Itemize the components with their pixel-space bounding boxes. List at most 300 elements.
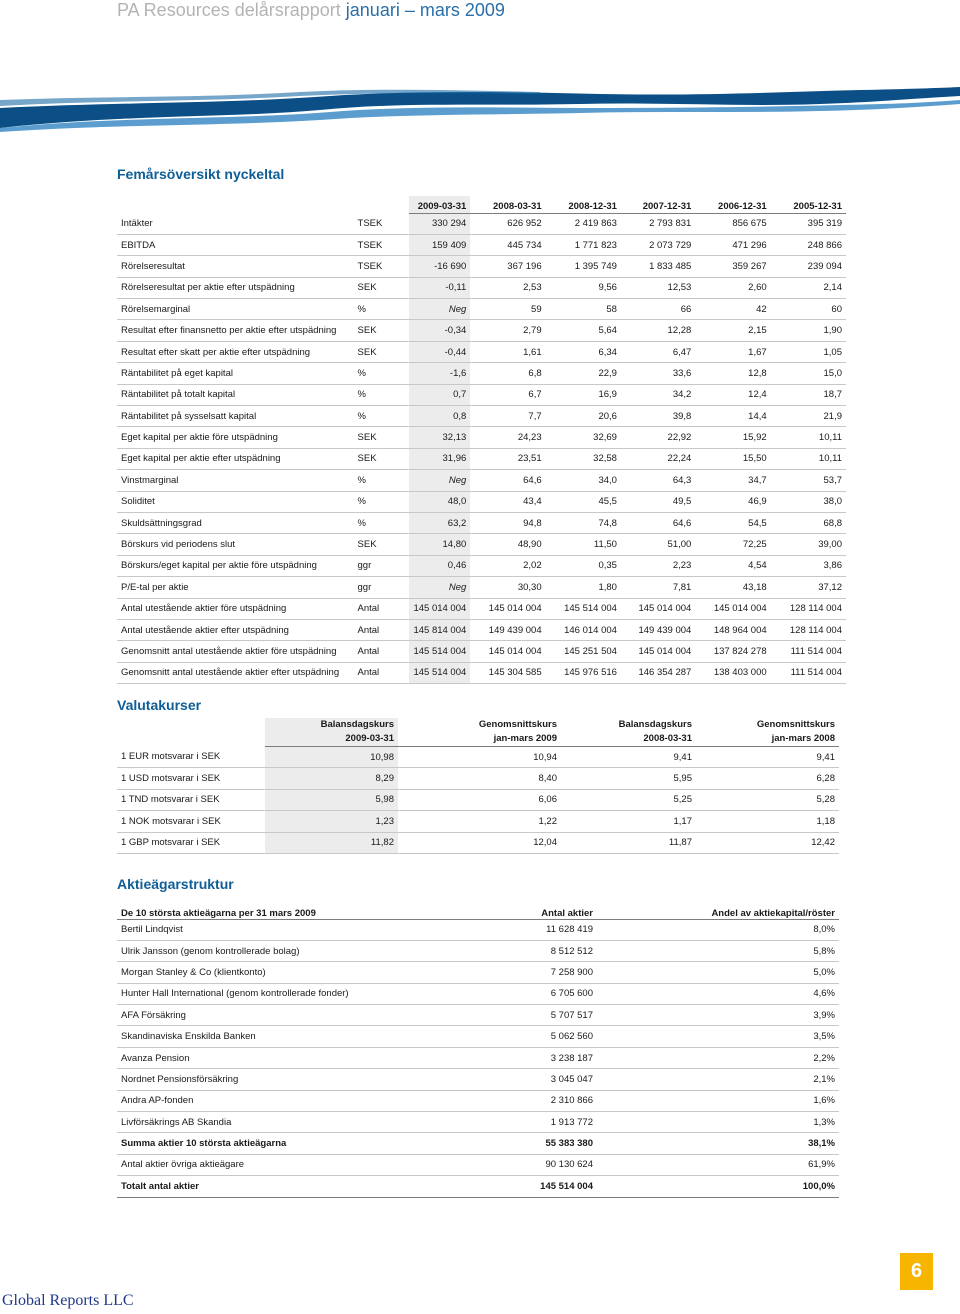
row-value: 145 014 004 — [695, 598, 770, 619]
row-value: 1,18 — [696, 811, 839, 832]
row-value: 12,8 — [695, 363, 770, 384]
key-figure-row — [117, 299, 846, 320]
currency-row — [117, 768, 839, 789]
row-value: 24,23 — [470, 427, 545, 448]
row-shares: 55 383 380 — [477, 1133, 597, 1154]
column-header-line1: Genomsnittskurs — [756, 719, 835, 730]
row-value: 248 866 — [771, 234, 846, 255]
row-value: 128 114 004 — [771, 598, 846, 619]
header-blank — [117, 732, 265, 747]
row-value: 22,9 — [546, 363, 621, 384]
row-value: 11,50 — [546, 534, 621, 555]
key-figure-row — [117, 448, 846, 469]
shareholder-name: Morgan Stanley & Co (klientkonto) — [117, 962, 477, 983]
row-value: 1,61 — [470, 341, 545, 362]
shareholder-name: Ulrik Jansson (genom kontrollerade bolag) — [117, 940, 477, 961]
row-value: 1,90 — [771, 320, 846, 341]
row-unit: % — [354, 363, 410, 384]
row-unit: TSEK — [354, 234, 410, 255]
row-value: 0,8 — [409, 406, 470, 427]
row-value: 6,7 — [470, 384, 545, 405]
shareholder-name: Livförsäkrings AB Skandia — [117, 1112, 477, 1133]
key-figure-row — [117, 213, 846, 234]
shareholder-percent: 3,5% — [597, 1026, 839, 1047]
row-value: Neg — [409, 299, 470, 320]
shareholder-shares: 11 628 419 — [477, 919, 597, 940]
row-value: 20,6 — [546, 406, 621, 427]
row-unit: Antal — [354, 619, 410, 640]
row-label: P/E-tal per aktie — [117, 577, 354, 598]
row-value: 32,58 — [546, 448, 621, 469]
row-value: 64,6 — [470, 470, 545, 491]
row-value: 12,28 — [621, 320, 695, 341]
column-header: Andel av aktiekapital/röster — [597, 904, 839, 919]
row-value: 51,00 — [621, 534, 695, 555]
row-label: Antal utestående aktier före utspädning — [117, 598, 354, 619]
row-label: Resultat efter finansnetto per aktie efter utspädning — [117, 320, 354, 341]
row-percent: 38,1% — [597, 1133, 839, 1154]
row-label: Resultat efter skatt per aktie efter utspädning — [117, 341, 354, 362]
row-value: 12,53 — [621, 277, 695, 298]
row-value: -1,6 — [409, 363, 470, 384]
row-value: 18,7 — [771, 384, 846, 405]
row-value: 145 514 004 — [546, 598, 621, 619]
page-number-badge: 6 — [900, 1253, 933, 1290]
row-value: 45,5 — [546, 491, 621, 512]
column-header-line1: Genomsnittskurs — [478, 719, 557, 730]
shareholder-shares: 8 512 512 — [477, 940, 597, 961]
shareholder-percent: 3,9% — [597, 1005, 839, 1026]
shareholder-name: AFA Försäkring — [117, 1005, 477, 1026]
row-value: 15,50 — [695, 448, 770, 469]
row-value: 2,60 — [695, 277, 770, 298]
row-value: 58 — [546, 299, 621, 320]
row-label: Eget kapital per aktie före utspädning — [117, 427, 354, 448]
key-figure-row — [117, 234, 846, 255]
row-value: 49,5 — [621, 491, 695, 512]
row-value: 11,87 — [561, 832, 696, 853]
shareholder-percent: 1,6% — [597, 1090, 839, 1111]
key-figures-table — [117, 196, 846, 684]
header-label-blank — [117, 196, 354, 213]
row-value: 5,95 — [561, 768, 696, 789]
row-value: 145 304 585 — [470, 662, 545, 683]
footer-brand: Global Reports LLC — [2, 1292, 134, 1309]
row-label: Soliditet — [117, 491, 354, 512]
shareholder-row — [117, 983, 839, 1004]
row-value: 145 014 004 — [409, 598, 470, 619]
row-value: 11,82 — [265, 832, 398, 853]
row-label: Rörelseresultat — [117, 256, 354, 277]
column-header-line2: 2008-03-31 — [561, 732, 696, 747]
row-label: Antal aktier övriga aktieägare — [117, 1154, 477, 1175]
column-header: 2008-12-31 — [546, 196, 621, 213]
row-value: 2,14 — [771, 277, 846, 298]
row-value: 34,2 — [621, 384, 695, 405]
row-value: 2,53 — [470, 277, 545, 298]
row-unit: Antal — [354, 641, 410, 662]
row-value: 145 514 004 — [409, 641, 470, 662]
row-value: 145 014 004 — [621, 641, 695, 662]
row-value: 1 395 749 — [546, 256, 621, 277]
row-value: 9,56 — [546, 277, 621, 298]
column-header: Antal aktier — [477, 904, 597, 919]
row-value: 1,23 — [265, 811, 398, 832]
key-figure-row — [117, 427, 846, 448]
row-value: 48,0 — [409, 491, 470, 512]
column-header-line2: 2009-03-31 — [265, 732, 398, 747]
row-unit: SEK — [354, 277, 410, 298]
row-value: 10,98 — [265, 747, 398, 768]
row-label: Rörelseresultat per aktie efter utspädning — [117, 277, 354, 298]
row-value: 60 — [771, 299, 846, 320]
row-value: 145 976 516 — [546, 662, 621, 683]
row-unit: SEK — [354, 534, 410, 555]
key-figure-row — [117, 384, 846, 405]
row-value: 6,06 — [398, 789, 561, 810]
row-value: -0,44 — [409, 341, 470, 362]
row-value: 59 — [470, 299, 545, 320]
key-figure-row — [117, 619, 846, 640]
row-value: 1,67 — [695, 341, 770, 362]
row-value: 330 294 — [409, 213, 470, 234]
row-value: 111 514 004 — [771, 662, 846, 683]
row-label: Summa aktier 10 största aktieägarna — [117, 1133, 477, 1154]
key-figure-row — [117, 555, 846, 576]
row-value: 39,00 — [771, 534, 846, 555]
row-value: 1,05 — [771, 341, 846, 362]
key-figure-row — [117, 363, 846, 384]
row-value: 32,69 — [546, 427, 621, 448]
row-unit: % — [354, 491, 410, 512]
shareholder-shares: 5 062 560 — [477, 1026, 597, 1047]
row-value: 33,6 — [621, 363, 695, 384]
row-value: 2 793 831 — [621, 213, 695, 234]
key-figure-row — [117, 512, 846, 533]
key-figure-row — [117, 641, 846, 662]
shareholder-row — [117, 1069, 839, 1090]
row-label: 1 GBP motsvarar i SEK — [117, 832, 265, 853]
row-value: 5,25 — [561, 789, 696, 810]
row-value: Neg — [409, 470, 470, 491]
row-unit: TSEK — [354, 256, 410, 277]
shareholder-row — [117, 1090, 839, 1111]
report-title-prefix: PA Resources delårsrapport — [117, 0, 346, 20]
row-value: -16 690 — [409, 256, 470, 277]
row-value: 367 196 — [470, 256, 545, 277]
row-value: 34,7 — [695, 470, 770, 491]
row-label: Räntabilitet på totalt kapital — [117, 384, 354, 405]
key-figure-row — [117, 598, 846, 619]
row-label: Genomsnitt antal utestående aktier före utspädning — [117, 641, 354, 662]
row-label: Eget kapital per aktie efter utspädning — [117, 448, 354, 469]
shareholder-name: Andra AP-fonden — [117, 1090, 477, 1111]
row-value: 21,9 — [771, 406, 846, 427]
row-value: 64,3 — [621, 470, 695, 491]
row-value: 34,0 — [546, 470, 621, 491]
key-figure-row — [117, 341, 846, 362]
row-value: 471 296 — [695, 234, 770, 255]
row-label: 1 NOK motsvarar i SEK — [117, 811, 265, 832]
row-label: EBITDA — [117, 234, 354, 255]
row-value: 15,0 — [771, 363, 846, 384]
column-header: 2005-12-31 — [771, 196, 846, 213]
currency-header-row-2 — [117, 732, 839, 747]
report-title — [117, 0, 505, 21]
column-header: 2008-03-31 — [470, 196, 545, 213]
shareholder-shares: 6 705 600 — [477, 983, 597, 1004]
row-value: 3,86 — [771, 555, 846, 576]
row-value: 23,51 — [470, 448, 545, 469]
row-label: Skuldsättningsgrad — [117, 512, 354, 533]
row-value: 138 403 000 — [695, 662, 770, 683]
row-value: 66 — [621, 299, 695, 320]
column-header: 2007-12-31 — [621, 196, 695, 213]
row-value: 6,28 — [696, 768, 839, 789]
header-blank — [117, 718, 265, 732]
row-unit: SEK — [354, 448, 410, 469]
total-row — [117, 1176, 839, 1197]
shareholder-shares: 7 258 900 — [477, 962, 597, 983]
shareholders-table — [117, 904, 839, 1198]
header-unit-blank — [354, 196, 410, 213]
row-value: 7,7 — [470, 406, 545, 427]
row-value: 6,8 — [470, 363, 545, 384]
row-unit: % — [354, 470, 410, 491]
row-label: Genomsnitt antal utestående aktier efter utspädning — [117, 662, 354, 683]
row-unit: % — [354, 512, 410, 533]
row-value: 145 814 004 — [409, 619, 470, 640]
row-shares: 145 514 004 — [477, 1176, 597, 1197]
row-value: 15,92 — [695, 427, 770, 448]
row-value: 8,29 — [265, 768, 398, 789]
row-value: 37,12 — [771, 577, 846, 598]
row-value: 145 514 004 — [409, 662, 470, 683]
row-value: 128 114 004 — [771, 619, 846, 640]
row-value: 146 014 004 — [546, 619, 621, 640]
row-label: Börskurs/eget kapital per aktie före utspädning — [117, 555, 354, 576]
column-header: De 10 största aktieägarna per 31 mars 2009 — [117, 904, 477, 919]
currency-header-row-1 — [117, 718, 839, 732]
row-percent: 100,0% — [597, 1176, 839, 1197]
row-value: 6,34 — [546, 341, 621, 362]
column-header-line2: jan-mars 2008 — [696, 732, 839, 747]
other-row — [117, 1154, 839, 1175]
key-figure-row — [117, 277, 846, 298]
shareholder-percent: 2,1% — [597, 1069, 839, 1090]
shareholders-title: Aktieägarstruktur — [117, 876, 234, 892]
row-value: 149 439 004 — [470, 619, 545, 640]
column-header: 2009-03-31 — [409, 196, 470, 213]
row-label: Intäkter — [117, 213, 354, 234]
row-unit: ggr — [354, 555, 410, 576]
row-value: 12,42 — [696, 832, 839, 853]
row-value: 42 — [695, 299, 770, 320]
row-value: 137 824 278 — [695, 641, 770, 662]
row-label: 1 USD motsvarar i SEK — [117, 768, 265, 789]
row-value: 48,90 — [470, 534, 545, 555]
row-value: 63,2 — [409, 512, 470, 533]
sum-row — [117, 1133, 839, 1154]
shareholder-shares: 2 310 866 — [477, 1090, 597, 1111]
row-value: 46,9 — [695, 491, 770, 512]
shareholder-percent: 5,0% — [597, 962, 839, 983]
row-value: 359 267 — [695, 256, 770, 277]
shareholder-name: Avanza Pension — [117, 1047, 477, 1068]
row-value: Neg — [409, 577, 470, 598]
header-wave-decoration — [0, 80, 960, 132]
row-value: 0,46 — [409, 555, 470, 576]
row-value: 856 675 — [695, 213, 770, 234]
row-value: 39,8 — [621, 406, 695, 427]
shareholder-name: Skandinaviska Enskilda Banken — [117, 1026, 477, 1047]
key-figure-row — [117, 491, 846, 512]
shareholder-percent: 1,3% — [597, 1112, 839, 1133]
row-label: Totalt antal aktier — [117, 1176, 477, 1197]
shareholder-row — [117, 1112, 839, 1133]
key-figures-title: Femårsöversikt nyckeltal — [117, 166, 285, 182]
row-value: 22,92 — [621, 427, 695, 448]
row-value: 159 409 — [409, 234, 470, 255]
row-label: Antal utestående aktier efter utspädning — [117, 619, 354, 640]
row-label: Räntabilitet på sysselsatt kapital — [117, 406, 354, 427]
row-value: 239 094 — [771, 256, 846, 277]
row-value: 5,98 — [265, 789, 398, 810]
row-value: 1,80 — [546, 577, 621, 598]
row-value: 626 952 — [470, 213, 545, 234]
row-value: 14,80 — [409, 534, 470, 555]
row-label: Vinstmarginal — [117, 470, 354, 491]
key-figure-row — [117, 577, 846, 598]
row-value: 2 073 729 — [621, 234, 695, 255]
row-value: 146 354 287 — [621, 662, 695, 683]
shareholders-header-row — [117, 904, 839, 919]
row-value: -0,11 — [409, 277, 470, 298]
row-value: 0,7 — [409, 384, 470, 405]
row-value: 145 251 504 — [546, 641, 621, 662]
row-shares: 90 130 624 — [477, 1154, 597, 1175]
shareholder-percent: 4,6% — [597, 983, 839, 1004]
currency-row — [117, 832, 839, 853]
shareholder-row — [117, 940, 839, 961]
shareholder-row — [117, 962, 839, 983]
shareholder-shares: 3 238 187 — [477, 1047, 597, 1068]
key-figure-row — [117, 406, 846, 427]
row-unit: SEK — [354, 427, 410, 448]
row-value: 145 014 004 — [470, 598, 545, 619]
shareholder-name: Hunter Hall International (genom kontrollerade fonder) — [117, 983, 477, 1004]
row-unit: % — [354, 384, 410, 405]
row-value: 30,30 — [470, 577, 545, 598]
row-label: Rörelsemarginal — [117, 299, 354, 320]
row-value: 10,11 — [771, 448, 846, 469]
row-value: 10,94 — [398, 747, 561, 768]
column-header-line1: Balansdagskurs — [265, 718, 398, 732]
key-figure-row — [117, 534, 846, 555]
row-value: 2,79 — [470, 320, 545, 341]
row-unit: Antal — [354, 662, 410, 683]
key-figures-header-row — [117, 196, 846, 213]
row-value: 7,81 — [621, 577, 695, 598]
row-value: 148 964 004 — [695, 619, 770, 640]
key-figure-row — [117, 470, 846, 491]
shareholder-name: Nordnet Pensionsförsäkring — [117, 1069, 477, 1090]
shareholder-shares: 5 707 517 — [477, 1005, 597, 1026]
row-value: 53,7 — [771, 470, 846, 491]
row-value: 5,64 — [546, 320, 621, 341]
row-value: 1,22 — [398, 811, 561, 832]
shareholder-row — [117, 919, 839, 940]
row-value: 395 319 — [771, 213, 846, 234]
currency-row — [117, 811, 839, 832]
row-value: 445 734 — [470, 234, 545, 255]
row-value: 9,41 — [696, 747, 839, 768]
shareholder-name: Bertil Lindqvist — [117, 919, 477, 940]
key-figure-row — [117, 662, 846, 683]
row-value: 43,4 — [470, 491, 545, 512]
row-unit: SEK — [354, 341, 410, 362]
row-value: 54,5 — [695, 512, 770, 533]
row-value: 2 419 863 — [546, 213, 621, 234]
row-value: 64,6 — [621, 512, 695, 533]
row-unit: % — [354, 299, 410, 320]
row-value: 74,8 — [546, 512, 621, 533]
shareholder-percent: 2,2% — [597, 1047, 839, 1068]
row-unit: Antal — [354, 598, 410, 619]
row-label: 1 EUR motsvarar i SEK — [117, 747, 265, 768]
row-value: 68,8 — [771, 512, 846, 533]
row-value: 94,8 — [470, 512, 545, 533]
column-header-line2: jan-mars 2009 — [398, 732, 561, 747]
key-figure-row — [117, 320, 846, 341]
currency-table — [117, 718, 839, 854]
shareholder-row — [117, 1005, 839, 1026]
row-label: 1 TND motsvarar i SEK — [117, 789, 265, 810]
row-value: 8,40 — [398, 768, 561, 789]
row-unit: ggr — [354, 577, 410, 598]
row-unit: TSEK — [354, 213, 410, 234]
row-value: 12,4 — [695, 384, 770, 405]
row-percent: 61,9% — [597, 1154, 839, 1175]
row-value: 2,23 — [621, 555, 695, 576]
shareholder-row — [117, 1026, 839, 1047]
currency-row — [117, 789, 839, 810]
row-value: 12,04 — [398, 832, 561, 853]
row-value: 1 833 485 — [621, 256, 695, 277]
currency-title: Valutakurser — [117, 697, 202, 713]
row-value: 145 014 004 — [470, 641, 545, 662]
row-value: 38,0 — [771, 491, 846, 512]
row-value: 32,13 — [409, 427, 470, 448]
report-title-period: januari – mars 2009 — [345, 0, 505, 20]
row-value: 16,9 — [546, 384, 621, 405]
row-value: 14,4 — [695, 406, 770, 427]
row-value: 5,28 — [696, 789, 839, 810]
currency-row — [117, 747, 839, 768]
row-value: 6,47 — [621, 341, 695, 362]
row-value: 149 439 004 — [621, 619, 695, 640]
column-header-line1: Balansdagskurs — [618, 719, 692, 730]
row-value: 1 771 823 — [546, 234, 621, 255]
row-value: 145 014 004 — [621, 598, 695, 619]
row-label: Börskurs vid periodens slut — [117, 534, 354, 555]
shareholder-row — [117, 1047, 839, 1068]
shareholder-shares: 3 045 047 — [477, 1069, 597, 1090]
key-figure-row — [117, 256, 846, 277]
shareholder-percent: 5,8% — [597, 940, 839, 961]
row-label: Räntabilitet på eget kapital — [117, 363, 354, 384]
row-value: 43,18 — [695, 577, 770, 598]
